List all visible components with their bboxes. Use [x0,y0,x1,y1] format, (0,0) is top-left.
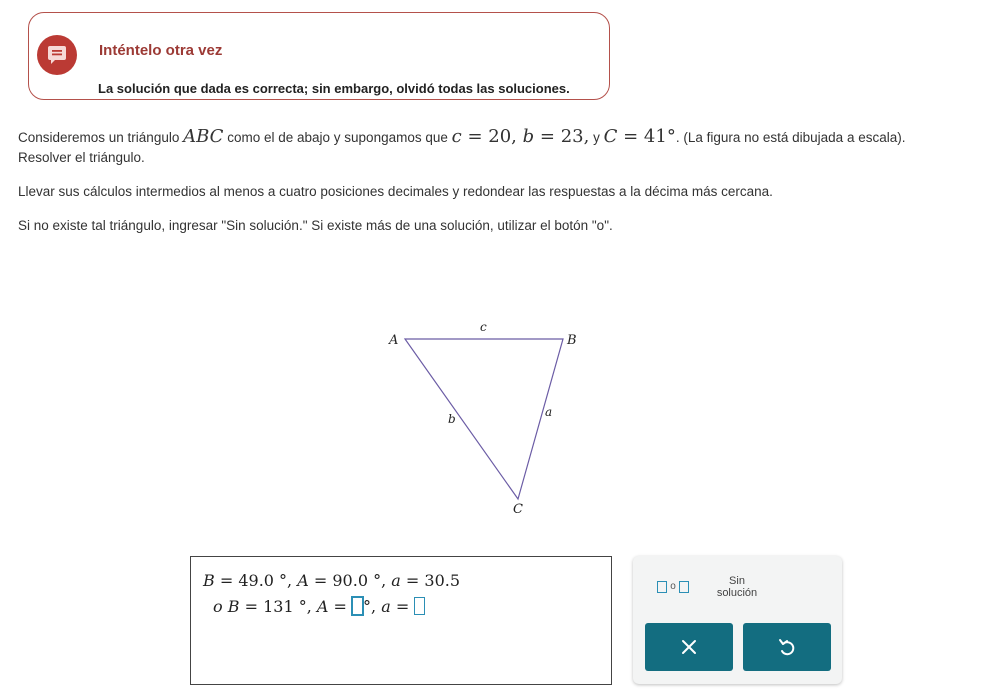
blank-box-icon [657,581,667,593]
side-a-label: a [545,405,553,419]
feedback-title: Inténtelo otra vez [99,42,223,59]
sol1-a-label: a [391,571,401,590]
chat-bubble-icon [37,35,77,75]
sol1-a-value[interactable]: 30.5 [424,571,461,590]
feedback-banner [28,12,610,100]
problem-statement: Consideremos un triángulo ABC como el de abajo y supongamos que c = 20, b = 23, y C = 41°. (La figura no está dibujada a escala). [18,126,906,147]
sol2-a-input[interactable] [414,597,425,615]
close-icon [681,639,697,655]
problem-intro: Consideremos un triángulo [18,130,180,145]
given-C-value: 41° [643,126,676,147]
answer-tools-panel [633,556,842,684]
or-word: o [213,597,223,616]
given-c-value: 20 [488,126,512,147]
sol2-a-label: a [381,597,391,616]
undo-icon [778,637,796,657]
problem-conj: y [593,130,600,145]
feedback-message: La solución que dada es correcta; sin embargo, olvidó todas las soluciones. [98,81,570,96]
given-b-value: 23 [560,126,584,147]
given-C-label: C [603,126,618,147]
problem-mid: como el de abajo y supongamos que [227,130,448,145]
sol2-A-input[interactable] [352,597,363,615]
clear-button[interactable] [645,623,733,671]
sol2-A-label: A [316,597,329,616]
sol2-B-value[interactable]: 131 [263,597,294,616]
no-solution-button[interactable] [705,565,769,609]
or-button[interactable] [645,565,701,607]
triangle-figure [380,315,600,525]
sol2-B-label: B [227,597,240,616]
given-c-label: c [451,126,462,147]
blank-box-icon [679,581,689,593]
given-b-label: b [522,126,535,147]
problem-instruction: Resolver el triángulo. [18,150,145,165]
undo-button[interactable] [743,623,831,671]
answer-input-box[interactable] [190,556,612,685]
vertex-A-label: A [389,333,399,348]
sol1-A-label: A [297,571,309,590]
triangle-shape [405,339,563,499]
triangle-name: ABC [183,126,224,147]
side-c-label: c [480,320,487,334]
vertex-C-label: C [513,502,523,517]
problem-no-solution-hint: Si no existe tal triángulo, ingresar "Sin solución." Si existe más de una solución, utilizar el botón "o". [18,218,613,233]
problem-note: . (La figura no está dibujada a escala). [675,130,906,145]
solution-2: o B = 131 °, A = °, a = [213,597,425,616]
solution-1: B = 49.0 °, A = 90.0 °, a = 30.5 [203,571,461,590]
or-button-label: o [670,581,676,593]
side-b-label: b [448,412,456,426]
sol1-B-value[interactable]: 49.0 [238,571,274,590]
no-solution-label-1: Sin [729,575,745,587]
vertex-B-label: B [567,333,577,348]
problem-rounding: Llevar sus cálculos intermedios al menos a cuatro posiciones decimales y redondear las respuestas a la décima más cercana. [18,184,773,199]
sol1-A-value[interactable]: 90.0 [332,571,368,590]
no-solution-label-2: solución [716,587,758,599]
sol1-B-label: B [203,571,215,590]
